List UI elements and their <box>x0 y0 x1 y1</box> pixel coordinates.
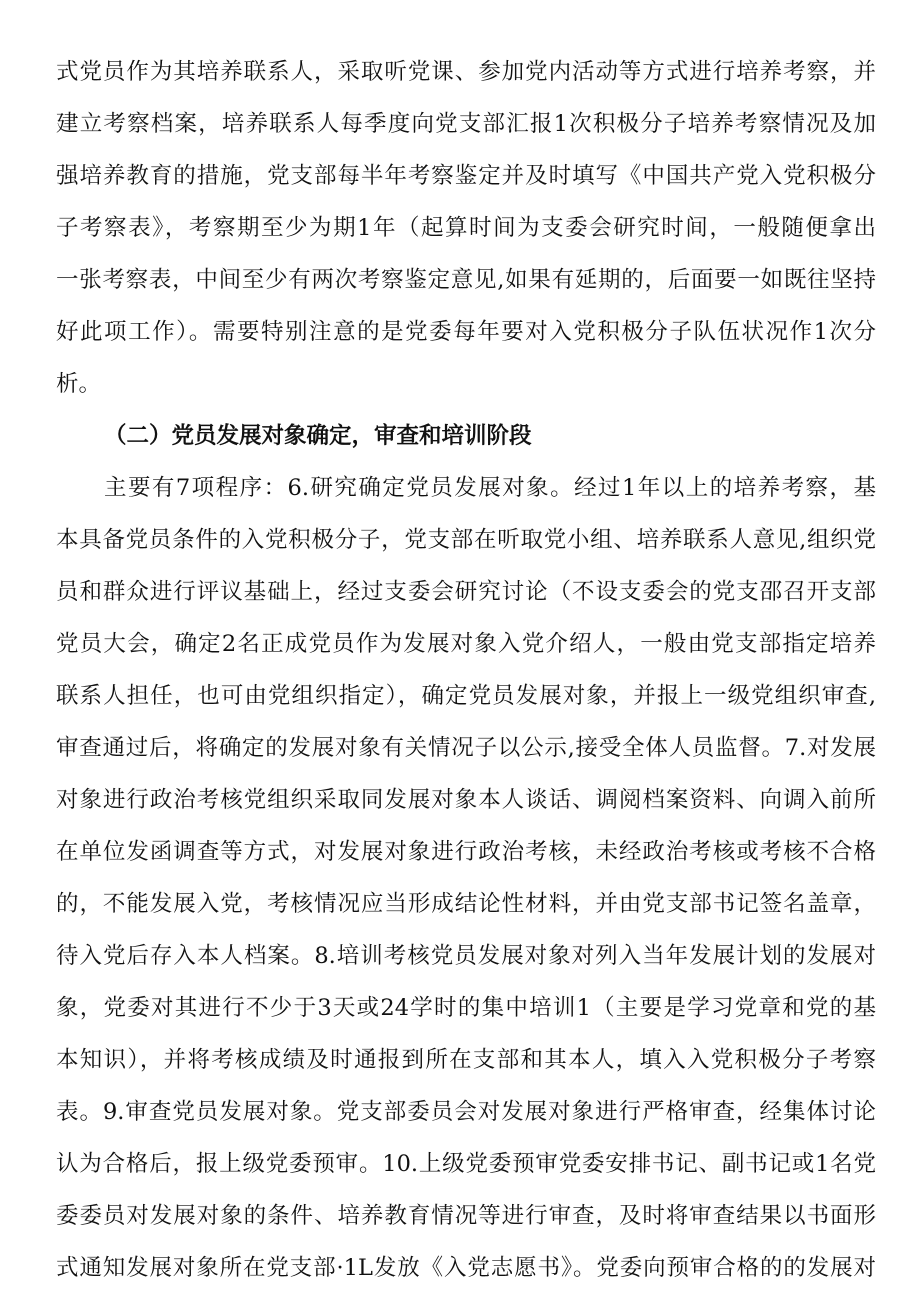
paragraph-line: 对象进行政治考核党组织采取同发展对象本人谈话、调阅档案资料、向调入前所 <box>56 787 876 813</box>
paragraph-line: 员和群众进行评议基础上，经过支委会研究讨论（不设支委会的党支邵召开支部 <box>56 579 876 605</box>
paragraph-line: 式通知发展对象所在党支部·1L发放《入党志愿书》。党委向预审合格的的发展对 <box>56 1255 876 1281</box>
paragraph-line: 认为合格后，报上级党委预审。10.上级党委预审党委安排书记、副书记或1名党 <box>56 1151 876 1177</box>
paragraph-line: 在单位发函调查等方式，对发展对象进行政治考核，未经政治考核或考核不合格 <box>56 839 876 865</box>
paragraph-line: 本知识），并将考核成绩及时通报到所在支部和其本人，填入入党积极分子考察 <box>56 1047 876 1073</box>
paragraph-line: 主要有7项程序：6.研究确定党员发展对象。经过1年以上的培养考察，基 <box>104 475 876 501</box>
paragraph-line: 本具备党员条件的入党积极分子，党支部在听取党小组、培养联系人意见,组织党 <box>56 527 876 553</box>
paragraph-line: 的，不能发展入党，考核情况应当形成结论性材料，并由党支部书记签名盖章， <box>56 891 876 917</box>
paragraph-line: 审查通过后，将确定的发展对象有关情况子以公示,接受全体人员监督。7.对发展 <box>56 735 876 761</box>
paragraph-line: 子考察表》，考察期至少为期1年（起算时间为支委会研究时间，一般随便拿出 <box>56 215 876 241</box>
paragraph-line: 强培养教育的措施，党支部每半年考察鉴定并及时填写《中国共产党入党积极分 <box>56 163 876 189</box>
paragraph-line: 表。9.审查党员发展对象。党支部委员会对发展对象进行严格审查，经集体讨论 <box>56 1099 876 1125</box>
paragraph-line: 党员大会，确定2名正成党员作为发展对象入党介绍人，一般由党支部指定培养 <box>56 631 876 657</box>
paragraph-line: 建立考察档案，培养联系人每季度向党支部汇报1次积极分子培养考察情况及加 <box>56 111 876 137</box>
paragraph-line: 式党员作为其培养联系人，采取听党课、参加党内活动等方式进行培养考察，并 <box>56 59 876 85</box>
paragraph-line: 一张考察表，中间至少有两次考察鉴定意见,如果有延期的，后面要一如既往坚持 <box>56 267 876 293</box>
paragraph-line: 好此项工作）。需要特别注意的是党委每年要对入党积极分子队伍状况作1次分 <box>56 319 876 345</box>
paragraph-line: 联系人担任，也可由党组织指定），确定党员发展对象，并报上一级党组织审查, <box>56 683 876 709</box>
paragraph-line: 委委员对发展对象的条件、培养教育情况等进行审查，及时将审查结果以书面形 <box>56 1203 876 1229</box>
paragraph-line: 象，党委对其进行不少于3天或24学时的集中培训1（主要是学习党章和党的基 <box>56 995 876 1021</box>
paragraph-line: 析。 <box>56 371 102 397</box>
section-heading: （二）党员发展对象确定，审查和培训阶段 <box>104 423 532 449</box>
paragraph-line: 待入党后存入本人档案。8.培训考核党员发展对象对列入当年发展计划的发展对 <box>56 943 876 969</box>
